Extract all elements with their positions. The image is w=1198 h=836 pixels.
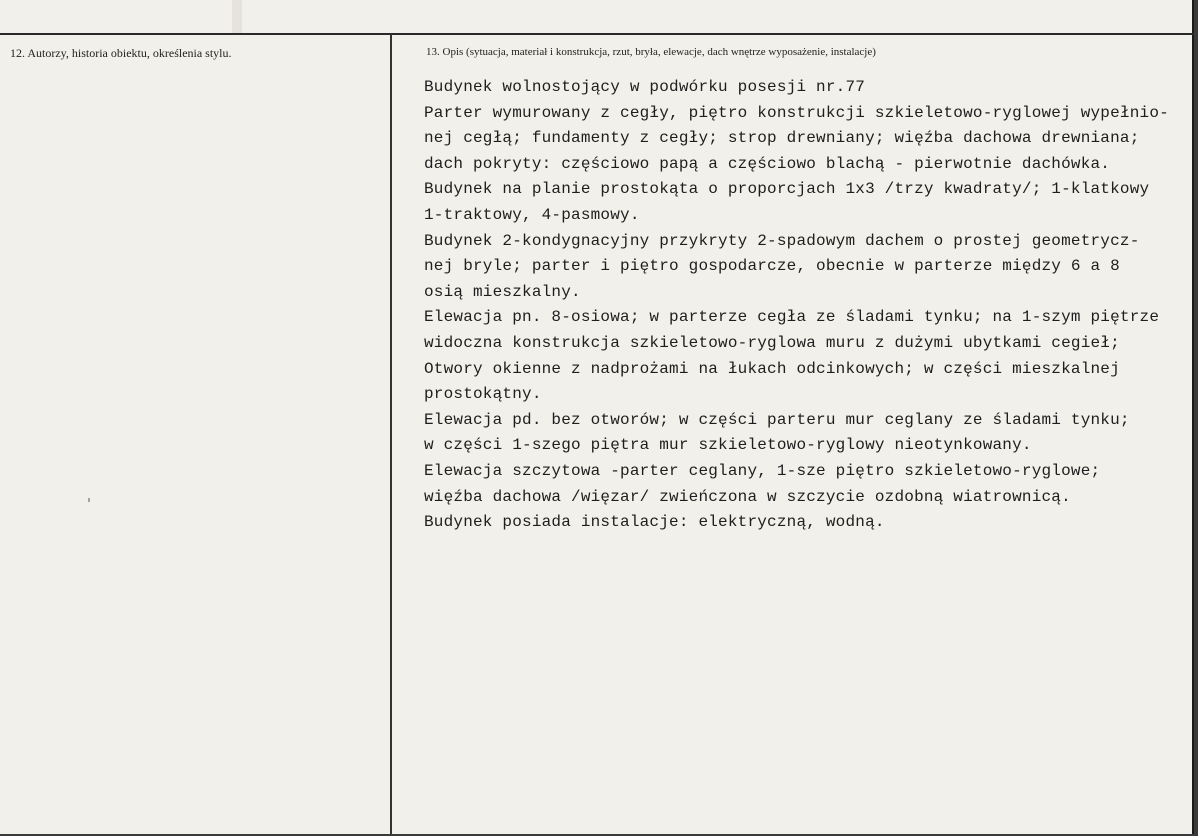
- description-line: Elewacja pd. bez otworów; w części parteru mur ceglany ze śladami tynku;: [424, 410, 1130, 429]
- top-rule: [0, 33, 1194, 35]
- description-line: więźba dachowa /więzar/ zwieńczona w szczycie ozdobną wiatrownicą.: [424, 487, 1071, 506]
- top-strip: [232, 0, 242, 34]
- description-line: widoczna konstrukcja szkieletowo-ryglowa muru z dużymi ubytkami cegieł;: [424, 333, 1120, 352]
- column-divider: [390, 34, 392, 834]
- description-line: nej bryle; parter i piętro gospodarcze, obecnie w parterze między 6 a 8: [424, 257, 1120, 276]
- description-line: Budynek posiada instalacje: elektryczną, wodną.: [424, 513, 885, 532]
- description-line: Budynek 2-kondygnacyjny przykryty 2-spadowym dachem o prostej geometrycz-: [424, 231, 1140, 250]
- description-line: Elewacja szczytowa -parter ceglany, 1-sze piętro szkieletowo-ryglowe;: [424, 461, 1101, 480]
- paper-speck: [88, 498, 90, 502]
- description-line: nej cegłą; fundamenty z cegły; strop drewniany; więźba dachowa drewniana;: [424, 129, 1140, 148]
- description-line: 1-traktowy, 4-pasmowy.: [424, 205, 640, 224]
- section-13-heading: 13. Opis (sytuacja, materiał i konstrukcja, rzut, bryła, elewacje, dach wnętrze wyposażenie, instalacje): [426, 46, 876, 58]
- description-line: dach pokryty: częściowo papą a częściowo blachą - pierwotnie dachówka.: [424, 154, 1111, 173]
- section-12-heading: 12. Autorzy, historia obiektu, określenia stylu.: [10, 46, 232, 60]
- description-line: Budynek wolnostojący w podwórku posesji nr.77: [424, 78, 866, 96]
- description-line: w części 1-szego piętra mur szkieletowo-ryglowy nieotynkowany.: [424, 436, 1032, 455]
- description-line: Otwory okienne z nadprożami na łukach odcinkowych; w części mieszkalnej: [424, 359, 1120, 378]
- description-line: osią mieszkalny.: [424, 282, 581, 301]
- description-text: [424, 75, 1184, 536]
- description-line: Parter wymurowany z cegły, piętro konstrukcji szkieletowo-ryglowej wypełnio-: [424, 103, 1169, 122]
- description-line: prostokątny.: [424, 385, 542, 404]
- description-line: Budynek na planie prostokąta o proporcjach 1x3 /trzy kwadraty/; 1-klatkowy: [424, 180, 1150, 199]
- description-line: Elewacja pn. 8-osiowa; w parterze cegła ze śladami tynku; na 1-szym piętrze: [424, 308, 1160, 327]
